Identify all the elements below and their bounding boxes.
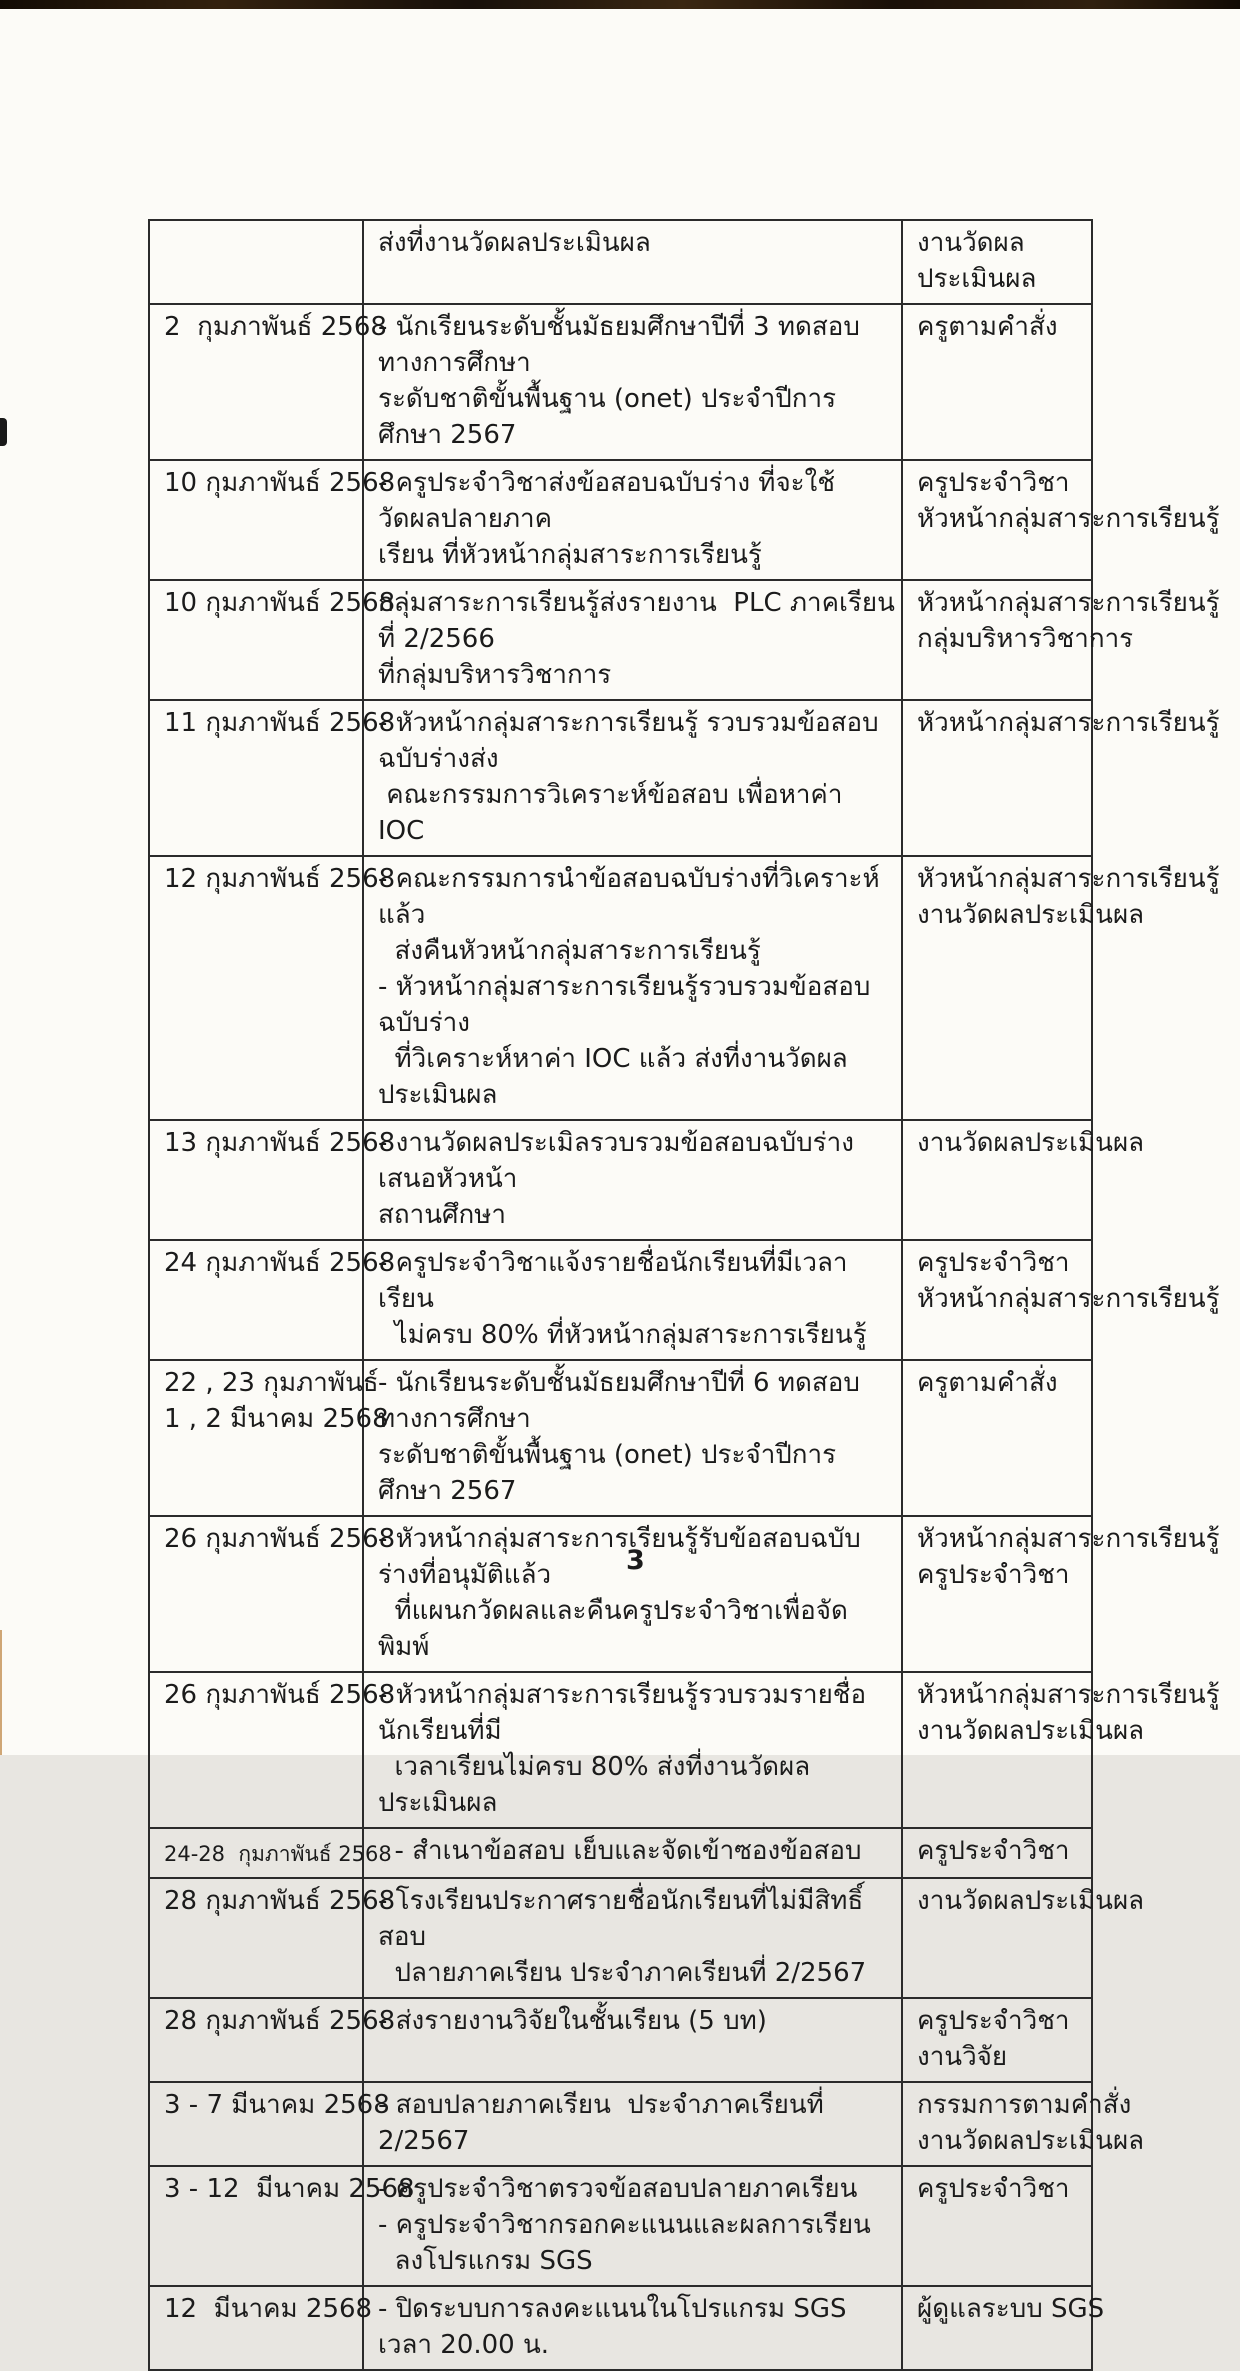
activity-cell xyxy=(363,2082,902,2166)
responsible-cell xyxy=(902,304,1092,460)
activity-line: ระดับชาติขั้นพื้นฐาน (onet) ประจำปีการศึกษา 2567 xyxy=(378,384,837,450)
date-line: 22 , 23 กุมภาพันธ์ xyxy=(164,1368,379,1398)
activity-line: - นักเรียนระดับชั้นมัธยมศึกษาปีที่ 3 ทดสอบทางการศึกษา xyxy=(378,312,860,378)
table-row xyxy=(149,1998,1092,2082)
date-line: 13 กุมภาพันธ์ 2568 xyxy=(164,1128,396,1158)
date-cell xyxy=(149,580,396,700)
date-cell xyxy=(149,460,396,580)
date-line: 10 กุมภาพันธ์ 2568 xyxy=(164,588,396,618)
responsible-cell xyxy=(902,1828,1092,1878)
activity-line: ส่งคืนหัวหน้ากลุ่มสาระการเรียนรู้ xyxy=(378,936,761,966)
activity-line: - ส่งรายงานวิจัยในชั้นเรียน (5 บท) xyxy=(378,2006,767,2036)
activity-line: - ครูประจำวิชาแจ้งรายชื่อนักเรียนที่มีเวลาเรียน xyxy=(378,1248,848,1314)
activity-line: - หัวหน้ากลุ่มสาระการเรียนรู้รับข้อสอบฉบับร่างที่อนุมัติแล้ว xyxy=(378,1524,861,1590)
date-line: 26 กุมภาพันธ์ 2568 xyxy=(164,1680,396,1710)
responsible-line: งานวิจัย xyxy=(917,2042,1008,2072)
activity-line: เวลาเรียนไม่ครบ 80% ส่งที่งานวัดผลประเมินผล xyxy=(378,1752,811,1818)
responsible-line: ครูตามคำสั่ง xyxy=(917,312,1058,342)
responsible-line: ครูประจำวิชา xyxy=(917,1560,1070,1590)
date-cell xyxy=(149,1240,396,1360)
responsible-line: ครูประจำวิชา xyxy=(917,1248,1070,1278)
responsible-cell xyxy=(902,856,1220,1120)
responsible-line: หัวหน้ากลุ่มสาระการเรียนรู้ xyxy=(917,588,1220,618)
activity-cell xyxy=(363,304,902,460)
responsible-line: ผู้ดูแลระบบ SGS xyxy=(917,2294,1105,2324)
page-number: 3 xyxy=(626,1545,645,1576)
responsible-line: หัวหน้ากลุ่มสาระการเรียนรู้ xyxy=(917,1680,1220,1710)
activity-cell xyxy=(363,1878,902,1998)
table-row xyxy=(149,580,1092,700)
date-line: 10 กุมภาพันธ์ 2568 xyxy=(164,468,396,498)
activity-line: ที่แผนกวัดผลและคืนครูประจำวิชาเพื่อจัดพิมพ์ xyxy=(378,1596,848,1662)
date-cell xyxy=(149,1516,396,1672)
date-cell xyxy=(149,1828,392,1878)
activity-line: - ครูประจำวิชาตรวจข้อสอบปลายภาคเรียน xyxy=(378,2174,858,2204)
responsible-cell xyxy=(902,1120,1145,1240)
activity-line: ไม่ครบ 80% ที่หัวหน้ากลุ่มสาระการเรียนรู้ xyxy=(378,1320,867,1350)
activity-line: - ครูประจำวิชากรอกคะแนนและผลการเรียน xyxy=(378,2210,871,2240)
table-row xyxy=(149,2166,1092,2286)
date-line: 28 กุมภาพันธ์ 2568 xyxy=(164,2006,396,2036)
responsible-cell xyxy=(902,1672,1220,1828)
responsible-cell xyxy=(902,580,1220,700)
date-line: 12 กุมภาพันธ์ 2568 xyxy=(164,864,396,894)
activity-line: - ครูประจำวิชาส่งข้อสอบฉบับร่าง ที่จะใช้วัดผลปลายภาค xyxy=(378,468,835,534)
responsible-cell xyxy=(902,1998,1092,2082)
responsible-line: กลุ่มบริหารวิชาการ xyxy=(917,624,1134,654)
table-row xyxy=(149,2286,1092,2370)
activity-line: - หัวหน้ากลุ่มสาระการเรียนรู้รวบรวมข้อสอบฉบับร่าง xyxy=(378,972,871,1038)
table-header-row xyxy=(149,220,1092,304)
table-body xyxy=(149,220,1220,2370)
date-line: 28 กุมภาพันธ์ 2568 xyxy=(164,1886,396,1916)
activity-line: ปลายภาคเรียน ประจำภาคเรียนที่ 2/2567 xyxy=(378,1958,867,1988)
responsible-cell xyxy=(902,2166,1092,2286)
responsible-line: หัวหน้ากลุ่มสาระการเรียนรู้ xyxy=(917,864,1220,894)
date-line: 12 มีนาคม 2568 xyxy=(164,2294,373,2324)
responsible-line: กรรมการตามคำสั่ง xyxy=(917,2090,1132,2120)
activity-line: เรียน ที่หัวหน้ากลุ่มสาระการเรียนรู้ xyxy=(378,540,762,570)
activity-line: สถานศึกษา xyxy=(378,1200,506,1230)
activity-cell xyxy=(363,1120,902,1240)
activity-line: ลงโปรแกรม SGS xyxy=(378,2246,593,2276)
table-row xyxy=(149,304,1092,460)
activity-line: - สำเนาข้อสอบ เย็บและจัดเข้าซองข้อสอบ xyxy=(378,1836,862,1866)
date-line: 1 , 2 มีนาคม 2568 xyxy=(164,1404,389,1434)
date-line: 26 กุมภาพันธ์ 2568 xyxy=(164,1524,396,1554)
activity-cell xyxy=(363,1998,902,2082)
responsible-line: หัวหน้ากลุ่มสาระการเรียนรู้ xyxy=(917,1284,1220,1314)
table-row xyxy=(149,700,1092,856)
scan-artifact-left xyxy=(0,1630,2,1755)
date-cell xyxy=(149,1360,389,1516)
responsible-line: งานวัดผลประเมินผล xyxy=(917,1886,1145,1916)
table-row xyxy=(149,1828,1092,1878)
activity-line: กลุ่มสาระการเรียนรู้ส่งรายงาน PLC ภาคเรียนที่ 2/2566 xyxy=(378,588,895,654)
date-cell xyxy=(149,1998,396,2082)
date-line: 11 กุมภาพันธ์ 2568 xyxy=(164,708,396,738)
activity-line: - นักเรียนระดับชั้นมัธยมศึกษาปีที่ 6 ทดสอบทางการศึกษา xyxy=(378,1368,860,1434)
date-line: 3 - 12 มีนาคม 2568 xyxy=(164,2174,415,2204)
responsible-line: ครูประจำวิชา xyxy=(917,2006,1070,2036)
activity-cell xyxy=(363,1828,902,1878)
responsible-cell xyxy=(902,1240,1220,1360)
responsible-cell xyxy=(902,460,1220,580)
date-cell xyxy=(149,700,396,856)
responsible-cell xyxy=(902,1516,1220,1672)
activity-line: - หัวหน้ากลุ่มสาระการเรียนรู้ รวบรวมข้อสอบฉบับร่างส่ง xyxy=(378,708,879,774)
date-line: 3 - 7 มีนาคม 2568 xyxy=(164,2090,390,2120)
table-row xyxy=(149,2082,1092,2166)
date-line: 24 กุมภาพันธ์ 2568 xyxy=(164,1248,396,1278)
date-cell xyxy=(149,1878,396,1998)
activity-cell xyxy=(363,856,902,1120)
activity-cell xyxy=(363,1672,902,1828)
responsible-line: ครูประจำวิชา xyxy=(917,2174,1070,2204)
activity-cell xyxy=(363,700,902,856)
responsible-line: ครูประจำวิชา xyxy=(917,1836,1070,1866)
date-cell xyxy=(149,304,387,460)
date-cell xyxy=(149,2166,415,2286)
scan-top-edge xyxy=(0,0,1240,9)
header-activity: ส่งที่งานวัดผลประเมินผล xyxy=(363,220,902,304)
table-row xyxy=(149,1240,1092,1360)
responsible-line: งานวัดผลประเมินผล xyxy=(917,900,1145,930)
responsible-cell xyxy=(902,700,1220,856)
table-row xyxy=(149,1120,1092,1240)
responsible-cell xyxy=(902,1360,1092,1516)
date-cell xyxy=(149,856,396,1120)
responsible-line: หัวหน้ากลุ่มสาระการเรียนรู้ xyxy=(917,504,1220,534)
activity-line: - โรงเรียนประกาศรายชื่อนักเรียนที่ไม่มีสิทธิ์สอบ xyxy=(378,1886,864,1952)
responsible-line: งานวัดผลประเมินผล xyxy=(917,1716,1145,1746)
activity-line: ที่กลุ่มบริหารวิชาการ xyxy=(378,660,612,690)
activity-cell xyxy=(363,580,902,700)
activity-cell xyxy=(363,1240,902,1360)
activity-line: - งานวัดผลประเมิลรวบรวมข้อสอบฉบับร่างเสนอหัวหน้า xyxy=(378,1128,854,1194)
responsible-line: หัวหน้ากลุ่มสาระการเรียนรู้ xyxy=(917,1524,1220,1554)
scan-artifact xyxy=(0,418,7,446)
schedule-table xyxy=(148,219,1220,2371)
table-row xyxy=(149,856,1092,1120)
responsible-line: ครูประจำวิชา xyxy=(917,468,1070,498)
table-row xyxy=(149,1878,1092,1998)
activity-line: - หัวหน้ากลุ่มสาระการเรียนรู้รวบรวมรายชื่อนักเรียนที่มี xyxy=(378,1680,867,1746)
activity-cell xyxy=(363,2166,902,2286)
activity-cell xyxy=(363,1516,902,1672)
date-line: 2 กุมภาพันธ์ 2568 xyxy=(164,312,387,342)
responsible-cell xyxy=(902,2082,1145,2166)
date-cell xyxy=(149,1672,396,1828)
activity-cell xyxy=(363,460,902,580)
responsible-line: งานวัดผลประเมินผล xyxy=(917,2126,1145,2156)
activity-line: ระดับชาติขั้นพื้นฐาน (onet) ประจำปีการศึกษา 2567 xyxy=(378,1440,837,1506)
responsible-line: ครูตามคำสั่ง xyxy=(917,1368,1058,1398)
responsible-cell xyxy=(902,2286,1105,2370)
table-row xyxy=(149,1672,1092,1828)
table-row xyxy=(149,1516,1092,1672)
date-cell xyxy=(149,2286,373,2370)
date-cell xyxy=(149,2082,390,2166)
date-cell xyxy=(149,1120,396,1240)
responsible-cell xyxy=(902,1878,1145,1998)
activity-cell xyxy=(363,2286,902,2370)
responsible-line: งานวัดผลประเมินผล xyxy=(917,1128,1145,1158)
activity-line: - คณะกรรมการนำข้อสอบฉบับร่างที่วิเคราะห์แล้ว xyxy=(378,864,880,930)
activity-line: คณะกรรมการวิเคราะห์ข้อสอบ เพื่อหาค่า IOC xyxy=(378,780,843,846)
activity-cell xyxy=(363,1360,902,1516)
responsible-line: หัวหน้ากลุ่มสาระการเรียนรู้ xyxy=(917,708,1220,738)
activity-line: - ปิดระบบการลงคะแนนในโปรแกรม SGS เวลา 20.00 น. xyxy=(378,2294,855,2360)
activity-line: - สอบปลายภาคเรียน ประจำภาคเรียนที่ 2/2567 xyxy=(378,2090,824,2156)
table-row xyxy=(149,1360,1092,1516)
table-row xyxy=(149,460,1092,580)
activity-line: ที่วิเคราะห์หาค่า IOC แล้ว ส่งที่งานวัดผลประเมินผล xyxy=(378,1044,848,1110)
header-responsible: งานวัดผลประเมินผล xyxy=(902,220,1092,304)
date-line: 24-28 กุมภาพันธ์ 2568 xyxy=(164,1842,392,1866)
header-date xyxy=(149,220,363,304)
